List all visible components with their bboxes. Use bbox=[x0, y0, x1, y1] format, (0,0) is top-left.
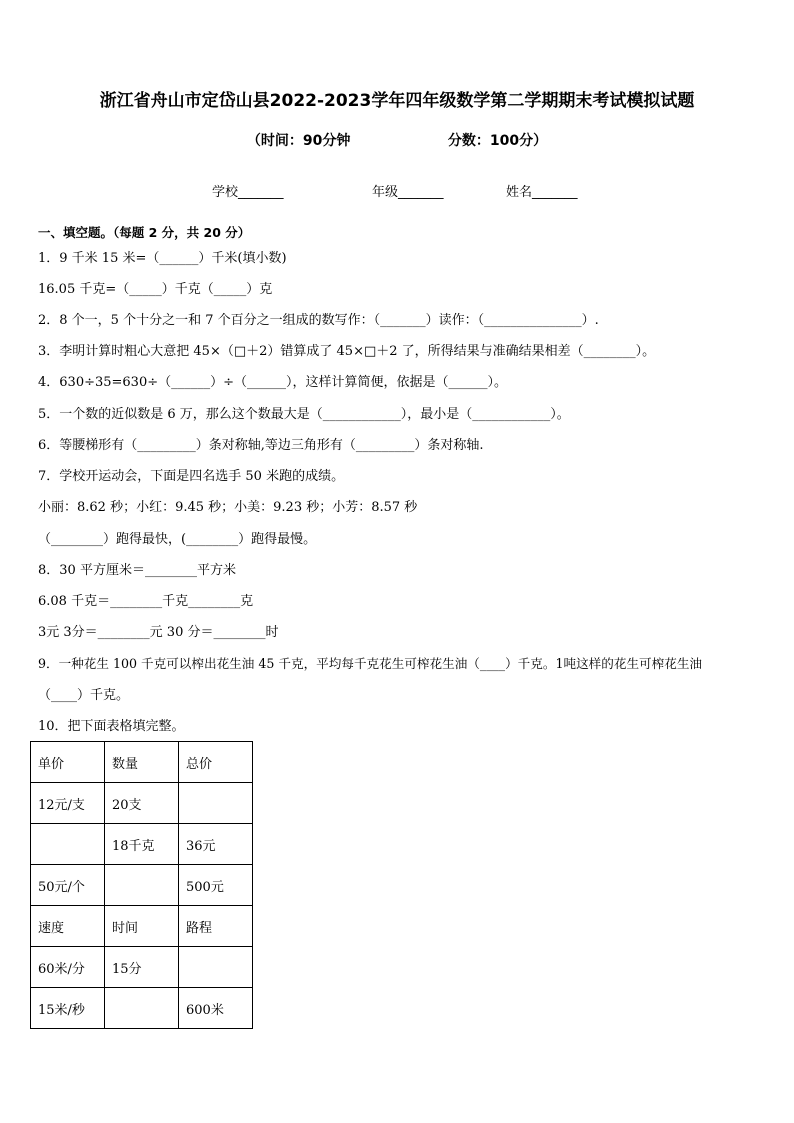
table-cell: 数量 bbox=[105, 742, 179, 783]
grade-field[interactable]: 年级_______ bbox=[372, 185, 444, 200]
table-cell: 单价 bbox=[31, 742, 105, 783]
question-9a: 9．一种花生 100 千克可以榨出花生油 45 千克，平均每千克花生可榨花生油（____）千克。1吨这样的花生可榨花生油 bbox=[38, 656, 703, 671]
fill-in-table bbox=[30, 741, 253, 1029]
table-cell: 500元 bbox=[179, 865, 253, 906]
question-3: 3．李明计算时粗心大意把 45×（□＋2）错算成了 45×□＋2 了，所得结果与准确结果相差（________）。 bbox=[38, 344, 656, 359]
table-row bbox=[31, 783, 253, 824]
table-cell: 18千克 bbox=[105, 824, 179, 865]
school-field[interactable]: 学校_______ bbox=[212, 185, 284, 200]
section-heading: 一、填空题。（每题 2 分，共 20 分） bbox=[38, 225, 251, 240]
question-7c: （________）跑得最快，(________）跑得最慢。 bbox=[38, 532, 317, 547]
question-2: 2．8 个一，5 个十分之一和 7 个百分之一组成的数写作：（_______）读作：（_______________）. bbox=[38, 313, 599, 328]
question-7b: 小丽：8.62 秒；小红：9.45 秒；小美：9.23 秒；小芳：8.57 秒 bbox=[38, 500, 418, 515]
table-row bbox=[31, 824, 253, 865]
question-1a: 1．9 千米 15 米=（______）千米(填小数) bbox=[38, 251, 287, 266]
question-10: 10．把下面表格填完整。 bbox=[38, 719, 185, 734]
table-cell: 总价 bbox=[179, 742, 253, 783]
question-4: 4．630÷35=630÷（______）÷（______），这样计算简便，依据是（______）。 bbox=[38, 375, 508, 390]
question-5: 5．一个数的近似数是 6 万，那么这个数最大是（____________），最小是（____________）。 bbox=[38, 407, 570, 422]
table-cell[interactable] bbox=[179, 947, 253, 988]
table-cell: 时间 bbox=[105, 906, 179, 947]
table-row bbox=[31, 742, 253, 783]
table-row bbox=[31, 947, 253, 988]
table-row bbox=[31, 906, 253, 947]
table-cell: 路程 bbox=[179, 906, 253, 947]
question-6: 6．等腰梯形有（_________）条对称轴,等边三角形有（_________）条对称轴. bbox=[38, 438, 484, 453]
question-9b: （____）千克。 bbox=[38, 688, 130, 703]
table-cell[interactable] bbox=[31, 824, 105, 865]
name-field[interactable]: 姓名_______ bbox=[506, 185, 578, 200]
table-cell: 600米 bbox=[179, 988, 253, 1029]
question-7a: 7．学校开运动会，下面是四名选手 50 米跑的成绩。 bbox=[38, 469, 345, 484]
table-cell: 15米/秒 bbox=[31, 988, 105, 1029]
table-row bbox=[31, 865, 253, 906]
table-cell: 60米/分 bbox=[31, 947, 105, 988]
table-cell[interactable] bbox=[105, 865, 179, 906]
table-cell: 50元/个 bbox=[31, 865, 105, 906]
table-row bbox=[31, 988, 253, 1029]
table-cell: 15分 bbox=[105, 947, 179, 988]
table-cell: 20支 bbox=[105, 783, 179, 824]
table-cell[interactable] bbox=[179, 783, 253, 824]
table-cell: 速度 bbox=[31, 906, 105, 947]
page-title: 浙江省舟山市定岱山县2022-2023学年四年级数学第二学期期末考试模拟试题 bbox=[99, 91, 695, 111]
question-8a: 8．30 平方厘米＝________平方米 bbox=[38, 563, 236, 578]
table-cell: 36元 bbox=[179, 824, 253, 865]
table-cell: 12元/支 bbox=[31, 783, 105, 824]
question-1b: 16.05 千克=（_____）千克（_____）克 bbox=[38, 282, 273, 297]
exam-time-score: （时间：90分钟 分数：100分） bbox=[246, 133, 548, 149]
table-cell[interactable] bbox=[105, 988, 179, 1029]
question-8c: 3元 3分＝________元 30 分＝________时 bbox=[38, 625, 279, 640]
question-8b: 6.08 千克＝________千克________克 bbox=[38, 594, 254, 609]
